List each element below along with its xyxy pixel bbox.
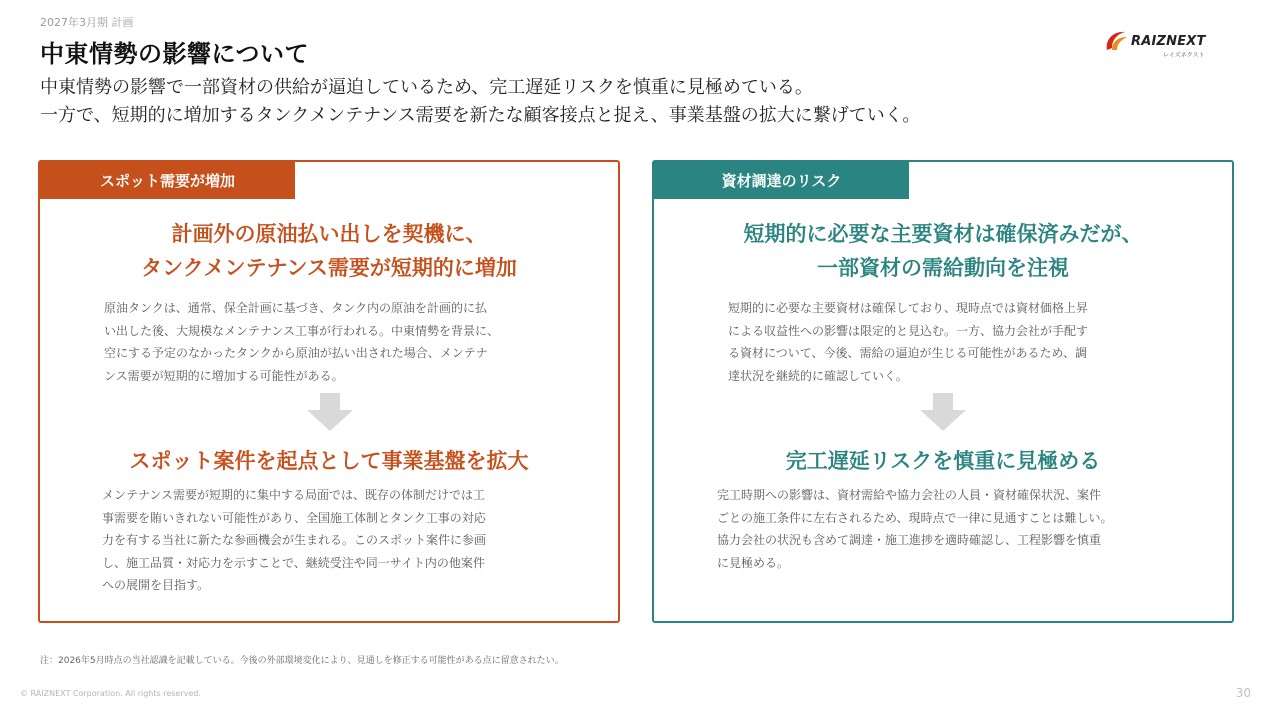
business-expansion-body (102, 484, 486, 597)
body-line: 短期的に必要な主要資材は確保しており、現時点では資材価格上昇 (728, 301, 1089, 315)
spot-demand-tab-label: スポット需要が増加 (40, 162, 295, 199)
body-line: ンス需要が短期的に増加する可能性がある。 (104, 368, 344, 383)
business-expansion-heading (40, 444, 618, 478)
page-title: 中東情勢の影響について (40, 40, 310, 68)
body-line: による収益性への影響は限定的と見込む。一方、協力会社が手配す (728, 323, 1089, 338)
completion-delay-body (717, 484, 1113, 574)
heading-line: 計画外の原油払い出しを契機に、 (171, 222, 487, 246)
body-line: 事需要を賄いきれない可能性があり、全国施工体制とタンク工事の対応 (102, 510, 486, 525)
body-line: い出した後、大規模なメンテナンス工事が行われる。中東情勢を背景に、 (104, 323, 500, 338)
body-line: 空にする予定のなかったタンクから原油が払い出された場合、メンテナ (104, 346, 488, 360)
down-arrow-icon (307, 393, 353, 431)
down-arrow-icon (920, 393, 966, 431)
heading-line: スポット案件を起点として事業基盤を拡大 (129, 449, 529, 473)
procurement-risk-panel (652, 160, 1234, 623)
body-line: 協力会社の状況も含めて調達・施工進捗を適時確認し、工程影響を慎重 (717, 533, 1102, 547)
spot-demand-heading (40, 217, 618, 285)
page-number: 30 (1235, 686, 1251, 700)
copyright: © RAIZNEXT Corporation. All rights reserved. (20, 689, 201, 698)
body-line: 力を有する当社に新たな参画機会が生まれる。このスポット案件に参画 (102, 533, 487, 547)
body-line: メンテナンス需要が短期的に集中する局面では、既存の体制だけでは工 (102, 488, 486, 502)
heading-line: 一部資材の需給動向を注視 (817, 256, 1069, 280)
raiznext-logo (1103, 26, 1229, 62)
procurement-risk-tab-label: 資材調達のリスク (654, 162, 909, 199)
lead-text (40, 74, 920, 130)
spot-demand-body (104, 297, 499, 387)
procurement-risk-heading (654, 217, 1232, 285)
footnote: 注：2026年5月時点の当社認識を記載している。今後の外部環境変化により、見通しを修正する可能性がある点に留意されたい。 (40, 656, 564, 666)
fiscal-period-label: 2027年3月期 計画 (40, 16, 134, 29)
heading-line: 完工遅延リスクを慎重に見極める (785, 449, 1101, 473)
lead-line-1: 中東情勢の影響で一部資材の供給が逼迫しているため、完工遅延リスクを慎重に見極めている。 (40, 77, 813, 98)
body-line: 原油タンクは、通常、保全計画に基づき、タンク内の原油を計画的に払 (104, 301, 488, 315)
heading-line: タンクメンテナンス需要が短期的に増加 (141, 256, 517, 280)
body-line: る資材について、今後、需給の逼迫が生じる可能性があるため、調 (728, 346, 1088, 360)
body-line: ごとの施工条件に左右されるため、現時点で一律に見通すことは難しい。 (717, 510, 1113, 525)
logo-text: RAIZNEXT (1131, 34, 1206, 49)
logo-subtext: レイズネクスト (1163, 52, 1205, 59)
spot-demand-panel (38, 160, 620, 623)
body-line: し、施工品質・対応力を示すことで、継続受注や同一サイト内の他案件 (102, 555, 485, 570)
body-line: 完工時期への影響は、資材需給や協力会社の人員・資材確保状況、案件 (717, 488, 1102, 502)
body-line: への展開を目指す。 (102, 578, 210, 592)
body-line: 達状況を継続的に確認していく。 (728, 368, 908, 383)
completion-delay-heading (654, 444, 1232, 478)
body-line: に見極める。 (717, 555, 790, 570)
heading-line: 短期的に必要な主要資材は確保済みだが、 (743, 222, 1143, 246)
procurement-risk-body (728, 297, 1088, 387)
lead-line-2: 一方で、短期的に増加するタンクメンテナンス需要を新たな顧客接点と捉え、事業基盤の拡大に繋げていく。 (40, 105, 921, 126)
logo-mark-icon (1103, 28, 1131, 56)
